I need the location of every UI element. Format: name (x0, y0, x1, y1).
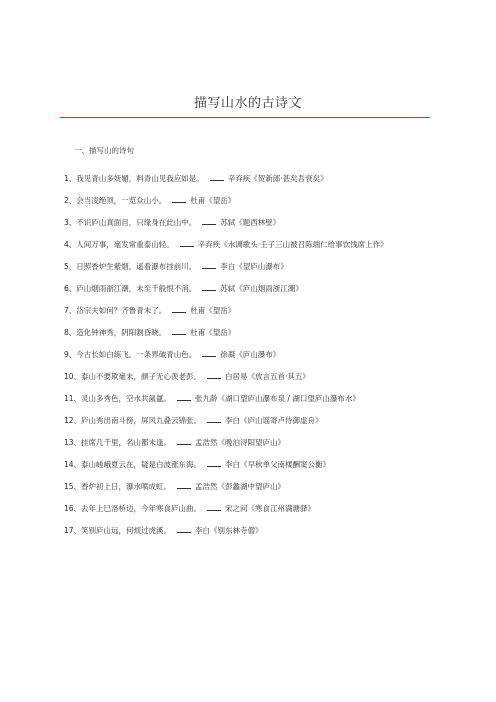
verse-text: 香炉初上日，瀑水喷成虹。 (81, 482, 172, 491)
verse-text: 人间万事，毫发常重泰山轻。 (76, 240, 174, 249)
verse-text: 庐山秀出南斗傍，屏风九叠云锦张。 (81, 416, 202, 425)
line-number: 1、 (64, 174, 77, 183)
line-number: 12、 (64, 416, 82, 425)
verse-source: 苏轼《庐山烟雨浙江潮》 (220, 284, 303, 293)
fill-blank-line (180, 239, 194, 247)
verse-source: 白居易《放言五首·其五》 (225, 372, 310, 381)
line-number: 4、 (64, 240, 77, 249)
verse-text: 我见青山多妩媚，料青山见我应如是。 (76, 174, 204, 183)
verse-source: 杜甫《望岳》 (190, 328, 236, 337)
fill-blank-line (202, 349, 216, 357)
line-number: 6、 (64, 284, 77, 293)
poem-line (64, 305, 484, 327)
poem-line (64, 437, 484, 459)
verse-text: 会当凌绝顶，一览众山小。 (76, 196, 167, 205)
line-number: 5、 (64, 262, 77, 271)
fill-blank-line (172, 327, 186, 335)
verse-source: 李白《庐山谣寄卢侍御虚舟》 (225, 416, 323, 425)
fill-blank-line (172, 195, 186, 203)
line-number: 13、 (64, 438, 82, 447)
poem-line (64, 239, 484, 261)
fill-blank-line (202, 217, 216, 225)
line-number: 2、 (64, 196, 77, 205)
verse-source: 辛弃疾《贺新郎·甚矣吾衰矣》 (227, 174, 328, 183)
verse-text: 庐山烟雨浙江潮，未至千般恨不消。 (76, 284, 197, 293)
verse-text: 不识庐山真面目，只缘身在此山中。 (76, 218, 197, 227)
line-number: 8、 (64, 328, 77, 337)
verse-text: 岱宗夫如何？齐鲁青未了。 (76, 306, 167, 315)
fill-blank-line (207, 415, 221, 423)
line-number: 17、 (64, 526, 82, 535)
verse-text: 泰山不要欺毫末，颜子无心羡老彭。 (81, 372, 202, 381)
line-number: 16、 (64, 504, 82, 513)
verse-text: 挂席几千里，名山都未逢。 (81, 438, 172, 447)
fill-blank-line (177, 525, 191, 533)
line-number: 10、 (64, 372, 82, 381)
verse-source: 李白《早秋单父南楼酬窦公衡》 (225, 460, 331, 469)
poem-line (64, 217, 484, 239)
fill-blank-line (210, 173, 224, 181)
verse-source: 李白《别东林寺僧》 (195, 526, 263, 535)
poem-line (64, 503, 484, 525)
verse-text: 泰山嵯峨夏云在，疑是白波涨东海。 (81, 460, 202, 469)
verse-source: 辛弃疾《水调歌头·壬子三山被召陈端仁给事饮饯席上作》 (197, 240, 388, 249)
poem-line (64, 283, 484, 305)
document-title: 描写山水的古诗文 (193, 96, 302, 111)
poem-line (64, 393, 484, 415)
line-number: 3、 (64, 218, 77, 227)
poem-line (64, 195, 484, 217)
verse-text: 日照香炉生紫烟，遥看瀑布挂前川。 (76, 262, 197, 271)
poem-line (64, 173, 484, 195)
fill-blank-line (207, 503, 221, 511)
fill-blank-line (177, 393, 191, 401)
fill-blank-line (207, 371, 221, 379)
verse-text: 今古长如白练飞，一条界破青山色。 (76, 350, 197, 359)
fill-blank-line (202, 283, 216, 291)
line-number: 9、 (64, 350, 77, 359)
poem-line (64, 459, 484, 481)
line-number: 7、 (64, 306, 77, 315)
line-number: 11、 (64, 394, 82, 403)
fill-blank-line (172, 305, 186, 313)
verse-source: 宋之问《寒食江州满塘驿》 (225, 504, 316, 513)
verse-source: 苏轼《题西林壁》 (220, 218, 281, 227)
verse-source: 孟浩然《彭蠡湖中望庐山》 (195, 482, 286, 491)
fill-blank-line (177, 437, 191, 445)
poem-line (64, 415, 484, 437)
verse-source: 李白《望庐山瀑布》 (220, 262, 288, 271)
poem-line-list (64, 173, 484, 547)
verse-source: 张九龄《湖口望庐山瀑布泉 / 湖口望庐山瀑布水》 (195, 394, 360, 403)
verse-text: 灵山多秀色，空水共氤氲。 (81, 394, 172, 403)
line-number: 14、 (64, 460, 82, 469)
section-heading: 一、描写山的诗句 (74, 146, 134, 155)
poem-line (64, 261, 484, 283)
poem-line (64, 327, 484, 349)
verse-text: 笑别庐山远，何烦过虎溪。 (81, 526, 172, 535)
fill-blank-line (207, 459, 221, 467)
title-divider (60, 117, 430, 118)
verse-text: 造化钟神秀，阴阳割昏晓。 (76, 328, 167, 337)
verse-source: 杜甫《望岳》 (190, 196, 236, 205)
fill-blank-line (177, 481, 191, 489)
poem-line (64, 371, 484, 393)
poem-line (64, 349, 484, 371)
verse-source: 徐凝《庐山瀑布》 (220, 350, 281, 359)
line-number: 15、 (64, 482, 82, 491)
verse-text: 去年上巳洛桥边，今年寒食庐山曲。 (81, 504, 202, 513)
verse-source: 孟浩然《晚泊浔阳望庐山》 (195, 438, 286, 447)
poem-line (64, 481, 484, 503)
fill-blank-line (202, 261, 216, 269)
poem-line (64, 525, 484, 547)
verse-source: 杜甫《望岳》 (190, 306, 236, 315)
